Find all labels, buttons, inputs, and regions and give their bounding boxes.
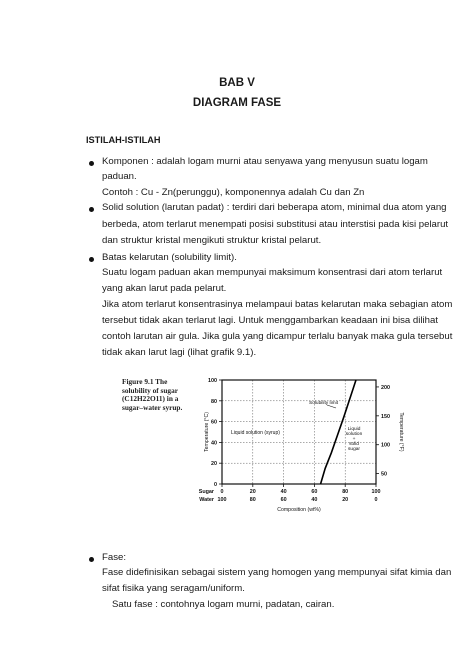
page-title: DIAGRAM FASE: [192, 97, 282, 109]
komponen-line2: paduan.: [102, 171, 137, 182]
solubility-limit-label: Solubility limit: [309, 401, 339, 406]
y-tick-label: 0: [214, 482, 217, 488]
fase-line1: Fase didefinisikan sebagai sistem yang homogen yang mempunyai sifat kimia dan: [102, 567, 452, 578]
y-tick-label: 80: [211, 398, 217, 405]
bullet-icon: [89, 161, 94, 166]
x-axis-label: Composition (wt%): [277, 507, 321, 513]
y-tick-label: 20: [211, 461, 217, 468]
batas-p2-line4: tidak akan larut lagi (lihat grafik 9.1).: [102, 347, 257, 358]
y2-tick-label: 100: [381, 442, 390, 449]
row-label-water: Water: [199, 497, 214, 503]
x-tick-label-sugar: 20: [249, 489, 256, 495]
y-tick-label: 60: [211, 419, 217, 426]
batas-p1-line2: yang akan larut pada pelarut.: [102, 283, 227, 294]
x-tick-label-water: 60: [280, 497, 287, 503]
x-tick-label-water: 40: [311, 497, 318, 503]
y2-axis-label: Temperature (°F): [398, 412, 404, 452]
solid-solution-line1: Solid solution (larutan padat) : terdiri dari beberapa atom, minimal dua atom yang: [102, 202, 447, 213]
region-label-mix: sugar: [348, 447, 360, 452]
figure-sugar-solubility: [118, 368, 418, 514]
komponen-line1: Komponen : adalah logam murni atau senyawa yang menyusun suatu logam: [102, 156, 428, 167]
batas-p2-line1: Jika atom terlarut konsentrasinya melampaui batas kelarutan maka sebagian atom: [102, 299, 453, 310]
solid-solution-line3: dan struktur kristal mengikuti struktur kristal pelarut.: [102, 235, 322, 246]
batas-heading: Batas kelarutan (solubility limit).: [102, 252, 237, 263]
fase-line3: Satu fase : contohnya logam murni, padatan, cairan.: [112, 599, 335, 610]
region-label-mix: solid: [349, 442, 359, 447]
x-tick-label-water: 80: [249, 497, 256, 503]
chapter-heading: BAB V: [219, 77, 255, 89]
x-tick-label-sugar: 100: [371, 489, 381, 495]
fase-heading: Fase:: [102, 552, 126, 563]
x-tick-label-sugar: 40: [280, 489, 287, 495]
region-label-liquid: Liquid solution (syrup): [231, 430, 280, 436]
section-heading: ISTILAH-ISTILAH: [86, 135, 161, 145]
fase-line2: sifat fisika yang seragam/uniform.: [102, 583, 245, 594]
y-tick-label: 100: [208, 378, 217, 384]
y-tick-label: 40: [211, 440, 217, 447]
y2-tick-label: 200: [381, 384, 390, 391]
batas-p2-line3: contoh larutan air gula. Jika gula yang dicampur terlalu banyak maka gula tersebut: [102, 331, 453, 342]
y2-tick-label: 50: [381, 471, 387, 478]
x-tick-label-sugar: 60: [311, 489, 318, 495]
y-axis-label: Temperature (°C): [204, 412, 210, 452]
caption-line: solubility of sugar: [122, 385, 178, 395]
region-label-mix: Liquid: [347, 427, 361, 432]
bullet-icon: [89, 257, 94, 262]
y2-tick-label: 150: [381, 413, 390, 420]
x-tick-label-sugar: 0: [220, 489, 224, 495]
caption-line: sugar–water syrup.: [122, 402, 183, 412]
caption-line: Figure 9.1 The: [122, 377, 168, 386]
x-tick-label-water: 20: [342, 497, 349, 503]
region-label-mix: solution: [345, 432, 363, 437]
bullet-icon: [89, 557, 94, 562]
bullet-icon: [89, 207, 94, 212]
komponen-example: Contoh : Cu - Zn(perunggu), komponennya adalah Cu dan Zn: [102, 187, 365, 198]
caption-line: (C12H22O11) in a: [122, 394, 179, 404]
batas-p2-line2: tersebut tidak akan terlarut lagi. Untuk menggambarkan keadaan ini bisa dilihat: [102, 315, 438, 326]
row-label-sugar: Sugar: [198, 489, 214, 495]
figure-caption: [122, 378, 182, 412]
solid-solution-line2: berbeda, atom terlarut menempati posisi substitusi atau interstisi pada kisi pelarut: [102, 219, 449, 230]
x-tick-label-water: 100: [217, 497, 227, 503]
x-tick-label-water: 0: [374, 497, 378, 503]
x-tick-label-sugar: 80: [342, 489, 349, 495]
batas-p1-line1: Suatu logam paduan akan mempunyai maksimum konsentrasi dari atom terlarut: [102, 267, 443, 278]
region-label-mix: +: [352, 437, 356, 442]
